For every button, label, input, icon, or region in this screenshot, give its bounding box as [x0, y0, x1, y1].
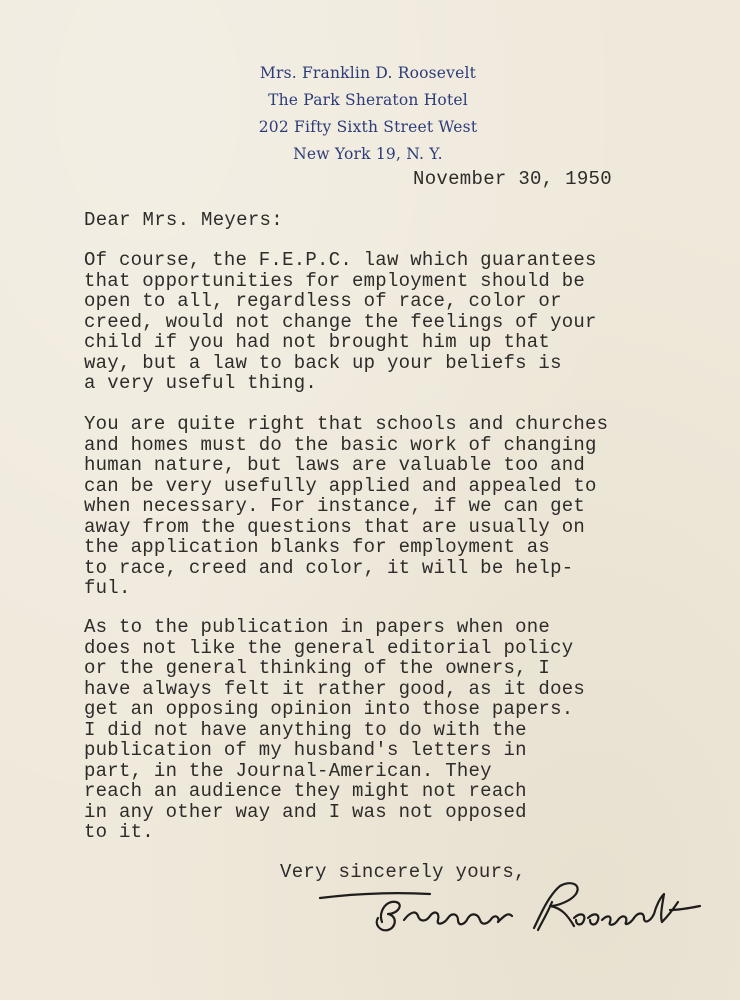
- paragraph-line: You are quite right that schools and churches: [84, 413, 609, 435]
- salutation: Dear Mrs. Meyers:: [84, 209, 283, 231]
- paragraph-1: [84, 250, 597, 394]
- paragraph-2: [84, 414, 608, 599]
- paragraph-line: away from the questions that are usually on: [84, 515, 586, 538]
- paragraph-line: creed, would not change the feelings of your: [84, 310, 597, 333]
- paragraph-line: have always felt it rather good, as it does: [84, 677, 586, 700]
- paragraph-line: or the general thinking of the owners, I: [84, 657, 551, 679]
- paragraph-line: human nature, but laws are valuable too and: [84, 454, 586, 476]
- paragraph-line: publication of my husband's letters in: [84, 739, 527, 761]
- paragraph-line: way, but a law to back up your beliefs is: [84, 351, 562, 374]
- letterhead-name: Mrs. Franklin D. Roosevelt: [259, 64, 477, 82]
- paragraph-line: open to all, regardless of race, color or: [84, 290, 562, 312]
- paragraph-line: get an opposing opinion into those papers.: [84, 698, 574, 720]
- paragraph-line: ful.: [84, 577, 131, 599]
- paragraph-line: Of course, the F.E.P.C. law which guarantees: [84, 249, 597, 271]
- paragraph-line: and homes must do the basic work of changing: [84, 433, 597, 456]
- paragraph-line: to it.: [84, 821, 154, 843]
- paragraph-3: [84, 617, 585, 843]
- paragraph-line: that opportunities for employment should be: [84, 269, 586, 292]
- paragraph-line: reach an audience they might not reach: [84, 780, 527, 802]
- letter-date: November 30, 1950: [413, 168, 612, 190]
- closing: Very sincerely yours,: [280, 861, 526, 883]
- letterhead: [258, 60, 478, 168]
- paragraph-line: to race, creed and color, it will be help-: [84, 556, 574, 579]
- paragraph-line: child if you had not brought him up that: [84, 331, 551, 353]
- paragraph-line: a very useful thing.: [84, 372, 318, 394]
- paragraph-line: I did not have anything to do with the: [84, 718, 527, 741]
- letterhead-street: 202 Fifty Sixth Street West: [258, 118, 478, 136]
- paragraph-line: part, in the Journal-American. They: [84, 759, 492, 782]
- paragraph-line: when necessary. For instance, if we can get: [84, 495, 586, 517]
- paragraph-line: the application blanks for employment as: [84, 536, 551, 558]
- paragraph-line: in any other way and I was not opposed: [84, 800, 527, 823]
- handwritten-signature: [312, 872, 712, 952]
- letterhead-hotel: The Park Sheraton Hotel: [268, 91, 468, 109]
- letterhead-city: New York 19, N. Y.: [293, 145, 443, 163]
- paragraph-line: can be very usefully applied and appealed to: [84, 474, 597, 497]
- paragraph-line: As to the publication in papers when one: [84, 616, 551, 638]
- paragraph-line: does not like the general editorial policy: [84, 636, 574, 659]
